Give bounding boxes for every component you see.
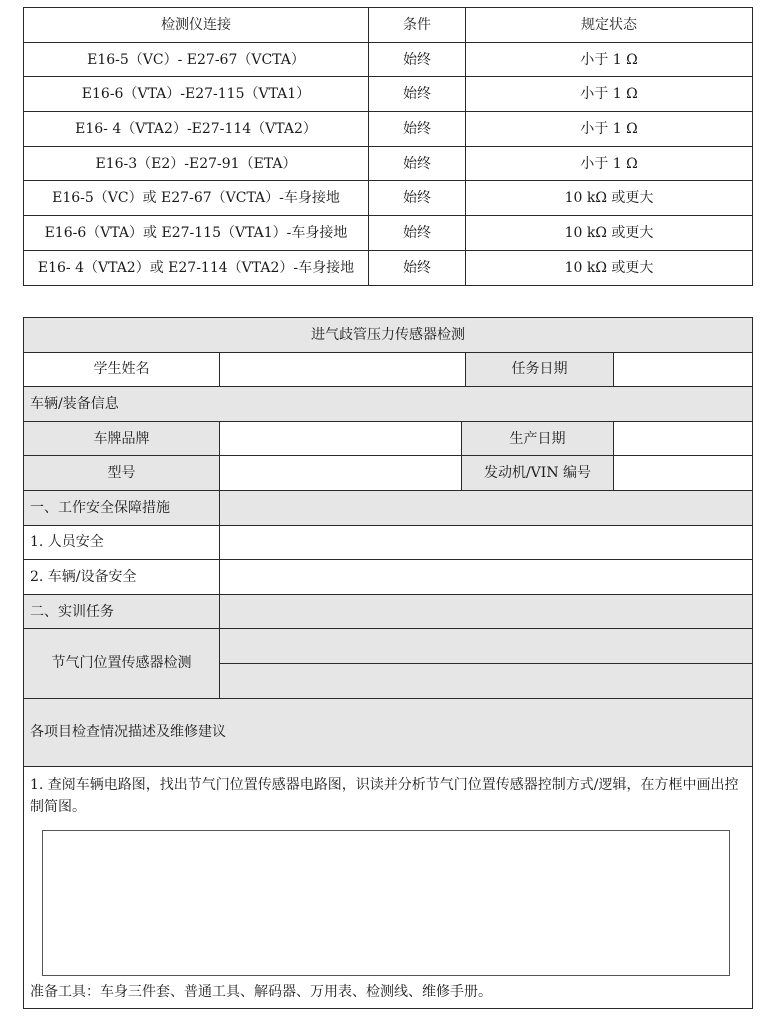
header-specified-state: 规定状态 [466, 8, 753, 43]
training-section-fill [220, 594, 753, 629]
condition-cell: 始终 [369, 146, 466, 181]
connection-cell: E16-5（VC）或 E27-67（VCTA）-车身接地 [24, 181, 369, 216]
tps-check-row-1 [24, 629, 753, 664]
condition-cell: 始终 [369, 42, 466, 77]
question-1-text: 1. 查阅车辆电路图，找出节气门位置传感器电路图，识读并分析节气门位置传感器控制方式/逻辑，在方框中画出控制简图。 [30, 776, 739, 815]
connection-row [24, 42, 753, 77]
vehicle-safety-row [24, 560, 753, 595]
control-diagram-box[interactable] [42, 830, 730, 976]
tps-check-field-1[interactable] [220, 629, 753, 664]
engine-vin-label: 发动机/VIN 编号 [462, 456, 614, 491]
tps-check-label: 节气门位置传感器检测 [24, 629, 220, 698]
question-row [24, 766, 753, 1008]
tps-check-field-2[interactable] [220, 663, 753, 698]
task-date-label: 任务日期 [466, 352, 614, 387]
connection-row [24, 181, 753, 216]
inspection-form [23, 317, 753, 1009]
specified-state-cell: 10 kΩ 或更大 [466, 250, 753, 285]
personal-safety-field[interactable] [220, 525, 753, 560]
condition-cell: 始终 [369, 250, 466, 285]
specified-state-cell: 小于 1 Ω [466, 112, 753, 147]
vehicle-safety-label: 2. 车辆/设备安全 [24, 560, 220, 595]
connection-check-table [23, 7, 753, 286]
condition-cell: 始终 [369, 112, 466, 147]
header-tester-connection: 检测仪连接 [24, 8, 369, 43]
condition-cell: 始终 [369, 181, 466, 216]
header-condition: 条件 [369, 8, 466, 43]
connection-cell: E16- 4（VTA2）-E27-114（VTA2） [24, 112, 369, 147]
production-date-field[interactable] [614, 421, 753, 456]
safety-section-label: 一、工作安全保障措施 [24, 490, 220, 525]
student-name-label: 学生姓名 [24, 352, 220, 387]
condition-cell: 始终 [369, 77, 466, 112]
connection-table-body [24, 8, 753, 286]
training-section-row [24, 594, 753, 629]
personal-safety-row [24, 525, 753, 560]
personal-safety-label: 1. 人员安全 [24, 525, 220, 560]
student-row [24, 352, 753, 387]
engine-vin-field[interactable] [614, 456, 753, 491]
connection-row [24, 216, 753, 251]
tools-text: 准备工具：车身三件套、普通工具、解码器、万用表、检测线、维修手册。 [30, 983, 492, 1000]
question-cell [24, 766, 753, 1008]
connection-cell: E16-5（VC）- E27-67（VCTA） [24, 42, 369, 77]
specified-state-cell: 小于 1 Ω [466, 77, 753, 112]
safety-section-row [24, 490, 753, 525]
training-section-label: 二、实训任务 [24, 594, 220, 629]
connection-header-row [24, 8, 753, 43]
connection-row [24, 250, 753, 285]
model-row [24, 456, 753, 491]
connection-row [24, 112, 753, 147]
production-date-label: 生产日期 [462, 421, 614, 456]
brand-field[interactable] [220, 421, 462, 456]
specified-state-cell: 小于 1 Ω [466, 42, 753, 77]
vehicle-safety-field[interactable] [220, 560, 753, 595]
specified-state-cell: 10 kΩ 或更大 [466, 216, 753, 251]
vehicle-info-label: 车辆/装备信息 [24, 387, 753, 422]
student-name-field[interactable] [220, 352, 466, 387]
specified-state-cell: 小于 1 Ω [466, 146, 753, 181]
task-date-field[interactable] [614, 352, 753, 387]
connection-row [24, 146, 753, 181]
vehicle-info-row [24, 387, 753, 422]
safety-section-fill [220, 490, 753, 525]
connection-cell: E16-6（VTA）或 E27-115（VTA1）-车身接地 [24, 216, 369, 251]
description-row [24, 698, 753, 766]
model-label: 型号 [24, 456, 220, 491]
form-title: 进气歧管压力传感器检测 [24, 318, 753, 353]
connection-cell: E16- 4（VTA2）或 E27-114（VTA2）-车身接地 [24, 250, 369, 285]
connection-cell: E16-3（E2）-E27-91（ETA） [24, 146, 369, 181]
brand-label: 车牌品牌 [24, 421, 220, 456]
brand-row [24, 421, 753, 456]
form-title-row [24, 318, 753, 353]
connection-cell: E16-6（VTA）-E27-115（VTA1） [24, 77, 369, 112]
specified-state-cell: 10 kΩ 或更大 [466, 181, 753, 216]
condition-cell: 始终 [369, 216, 466, 251]
model-field[interactable] [220, 456, 462, 491]
connection-row [24, 77, 753, 112]
description-label: 各项目检查情况描述及维修建议 [24, 698, 753, 766]
